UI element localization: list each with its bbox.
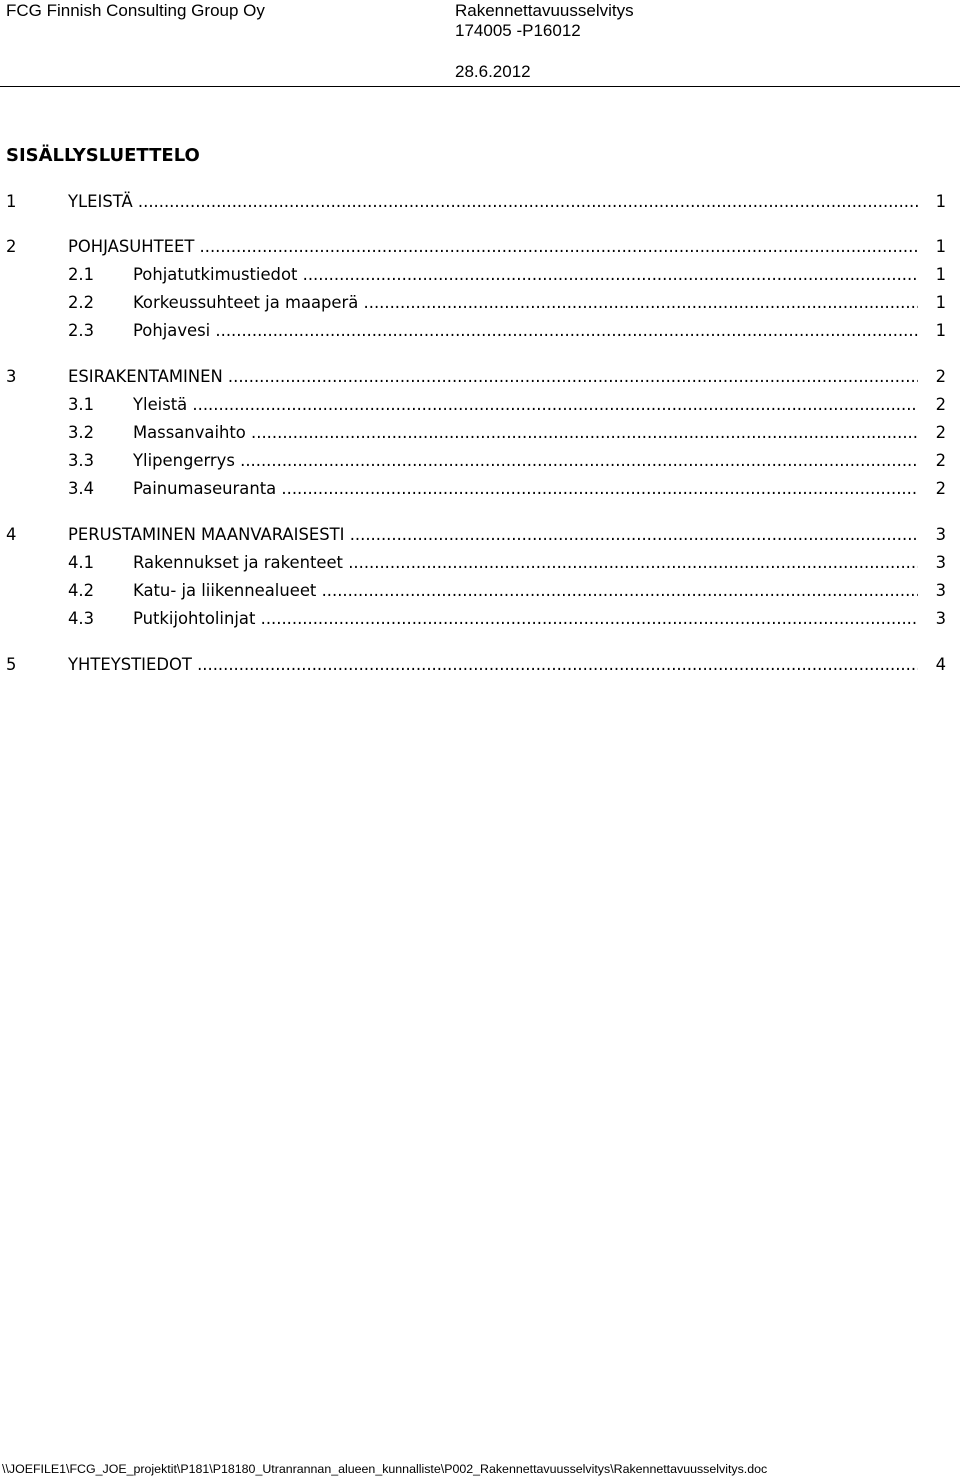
toc-entry-page: 3 [935, 609, 946, 628]
toc-entry-title[interactable]: Katu- ja liikennealueet ..... [133, 580, 918, 602]
toc-entry-page: 2 [935, 395, 946, 414]
document-date: 28.6.2012 [455, 62, 531, 81]
toc-entry-title[interactable]: Painumaseuranta ..... [133, 478, 918, 500]
toc-entry-2-2[interactable] [0, 292, 946, 314]
toc-entry-page: 2 [935, 367, 946, 386]
toc-entry-page: 1 [935, 293, 946, 312]
toc-entry-number: 4 [6, 525, 17, 544]
toc-entry-5[interactable] [0, 654, 946, 676]
toc-entry-number: 5 [6, 655, 17, 674]
toc-entry-title[interactable]: YHTEYSTIEDOT ..... [68, 654, 918, 676]
toc-entry-page: 1 [935, 265, 946, 284]
toc-entry-title[interactable]: Massanvaihto ..... [133, 422, 918, 444]
toc-entry-number: 2.2 [68, 293, 95, 312]
toc-entry-title[interactable]: Korkeussuhteet ja maaperä ..... [133, 292, 918, 314]
toc-entry-title[interactable]: Pohjavesi ..... [133, 320, 918, 342]
company-name: FCG Finnish Consulting Group Oy [6, 1, 265, 20]
footer-file-path: \\JOEFILE1\FCG_JOE_projektit\P181\P18180_Utranrannan_alueen_kunnalliste\P002_Rakennettavuusselvitys\Rakennettavuusselvitys.doc [2, 1462, 768, 1476]
toc-entry-number: 3 [6, 367, 17, 386]
project-code: 174005 -P16012 [455, 21, 581, 40]
toc-entry-number: 4.1 [68, 553, 95, 572]
toc-entry-page: 2 [935, 423, 946, 442]
toc-entry-4[interactable] [0, 524, 946, 546]
toc-entry-page: 3 [935, 553, 946, 572]
toc-entry-title[interactable]: YLEISTÄ ..... [68, 191, 918, 213]
toc-entry-number: 1 [6, 192, 17, 211]
toc-entry-2-3[interactable] [0, 320, 946, 342]
toc-entry-page: 2 [935, 451, 946, 470]
toc-entry-title[interactable]: Pohjatutkimustiedot ..... [133, 264, 918, 286]
toc-entry-title[interactable]: POHJASUHTEET ..... [68, 236, 918, 258]
toc-entry-4-2[interactable] [0, 580, 946, 602]
toc-entry-page: 3 [935, 525, 946, 544]
toc-entry-page: 1 [935, 321, 946, 340]
toc-entry-2[interactable] [0, 236, 946, 258]
toc-entry-number: 3.4 [68, 479, 95, 498]
toc-entry-title[interactable]: Rakennukset ja rakenteet ..... [133, 552, 918, 574]
toc-entry-number: 3.2 [68, 423, 95, 442]
toc-entry-number: 3.1 [68, 395, 95, 414]
toc-entry-3-4[interactable] [0, 478, 946, 500]
toc-entry-title[interactable]: Yleistä ..... [133, 394, 918, 416]
toc-entry-3-3[interactable] [0, 450, 946, 472]
toc-entry-number: 4.2 [68, 581, 95, 600]
toc-entry-4-1[interactable] [0, 552, 946, 574]
toc-entry-title[interactable]: Putkijohtolinjat ..... [133, 608, 918, 630]
toc-entry-page: 1 [935, 192, 946, 211]
toc-entry-1[interactable] [0, 191, 946, 213]
toc-entry-number: 2 [6, 237, 17, 256]
toc-entry-3-2[interactable] [0, 422, 946, 444]
toc-entry-page: 2 [935, 479, 946, 498]
toc-entry-title[interactable]: PERUSTAMINEN MAANVARAISESTI ..... [68, 524, 918, 546]
toc-entry-page: 3 [935, 581, 946, 600]
toc-entry-number: 2.3 [68, 321, 95, 340]
toc-entry-number: 2.1 [68, 265, 95, 284]
toc-entry-3-1[interactable] [0, 394, 946, 416]
toc-entry-3[interactable] [0, 366, 946, 388]
toc-entry-2-1[interactable] [0, 264, 946, 286]
document-title: Rakennettavuusselvitys [455, 1, 634, 20]
toc-entry-page: 4 [935, 655, 946, 674]
toc-heading: SISÄLLYSLUETTELO [6, 145, 200, 166]
header-divider [0, 86, 960, 87]
toc-entry-4-3[interactable] [0, 608, 946, 630]
toc-entry-number: 3.3 [68, 451, 95, 470]
toc-entry-number: 4.3 [68, 609, 95, 628]
toc-entry-page: 1 [935, 237, 946, 256]
toc-entry-title[interactable]: ESIRAKENTAMINEN ..... [68, 366, 918, 388]
toc-entry-title[interactable]: Ylipengerrys ..... [133, 450, 918, 472]
